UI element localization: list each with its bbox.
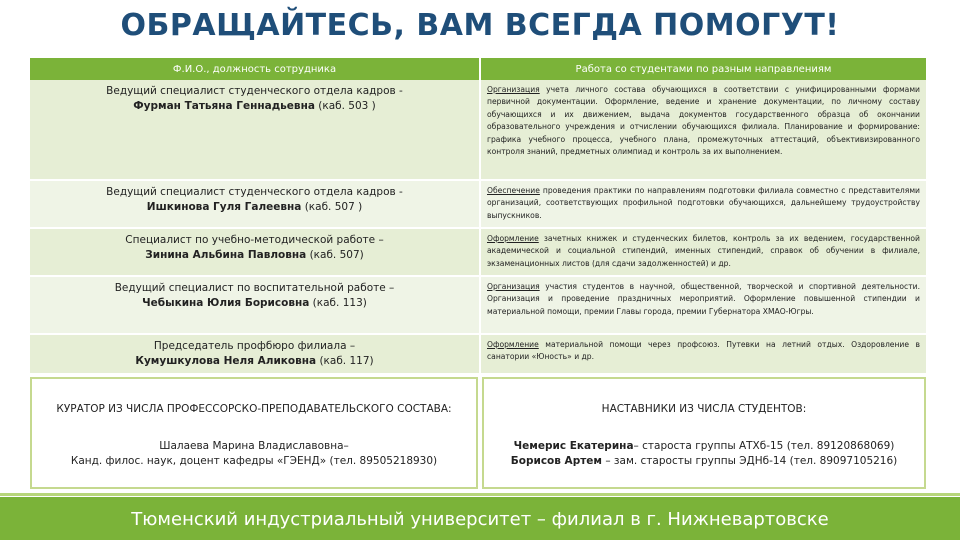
- staff-cell: [30, 180, 480, 228]
- curator-name-line: [32, 439, 476, 454]
- staff-name: Фурман Татьяна Геннадьевна: [133, 100, 315, 112]
- duty-text: зачетных книжек и студенческих билетов, контроль за их ведением, государственной академической и социальной стипендий, именных стипендий, справок об обучении в филиале, экзаменационных листов (для сдачи задолженностей) и др.: [487, 234, 920, 268]
- staff-cell: [30, 80, 480, 180]
- staff-position: Ведущий специалист по воспитательной работе –: [114, 282, 395, 294]
- mentors-panel: [482, 377, 926, 489]
- duty-cell: [480, 228, 926, 276]
- curator-panel: [30, 377, 478, 489]
- table-row: [30, 334, 926, 374]
- duty-cell: [480, 276, 926, 334]
- curator-name: Шалаева Марина Владиславовна: [159, 440, 344, 452]
- duty-cell: [480, 334, 926, 374]
- mentor-item: [484, 454, 924, 469]
- duty-lead: Организация: [487, 282, 540, 291]
- mentor-name: Борисов Артем: [510, 455, 602, 467]
- staff-name: Чебыкина Юлия Борисовна: [142, 297, 310, 309]
- staff-position: Ведущий специалист студенческого отдела кадров -: [106, 85, 403, 97]
- curator-name-suffix: –: [343, 440, 349, 452]
- staff-position: Специалист по учебно-методической работе –: [125, 234, 384, 246]
- duty-lead: Обеспечение: [487, 186, 540, 195]
- column-header-work: Работа со студентами по разным направлениям: [480, 58, 926, 80]
- mentor-info: – зам. старосты группы ЭДНб-14 (тел. 89097105216): [602, 455, 898, 467]
- duty-text: участия студентов в научной, общественной, творческой и спортивной деятельности. Организация и проведение праздничных мероприятий. Оформление повышенной стипендии и материальной помощи, премии Главы города, премии Губернатора ХМАО-Югры.: [487, 282, 920, 316]
- staff-room: (каб. 117): [316, 355, 374, 367]
- staff-cell: [30, 228, 480, 276]
- table-row: [30, 276, 926, 334]
- curator-heading: КУРАТОР ИЗ ЧИСЛА ПРОФЕССОРСКО-ПРЕПОДАВАТЕЛЬСКОГО СОСТАВА:: [56, 403, 452, 415]
- table-row: [30, 228, 926, 276]
- staff-room: (каб. 507 ): [301, 201, 363, 213]
- staff-room: (каб. 113): [309, 297, 367, 309]
- column-header-name: Ф.И.О., должность сотрудника: [30, 58, 480, 80]
- staff-room: (каб. 503 ): [314, 100, 376, 112]
- staff-cell: [30, 276, 480, 334]
- staff-room: (каб. 507): [306, 249, 364, 261]
- duty-text: проведения практики по направлениям подготовки филиала совместно с представителями организаций, соответствующих профильной подготовки обучающихся, дальнейшему трудоустройству выпускников.: [487, 186, 920, 220]
- duty-lead: Оформление: [487, 234, 539, 243]
- table-row: [30, 80, 926, 180]
- duty-text: учета личного состава обучающихся в соответствии с унифицированными формами первичной документации. Оформление, ведение и хранение документации, по личному составу обучающихся и их движением, выдача документов государственного образца об окончании образовательного учреждения и отчислении обучающихся филиала. Планирование и формирование: графика учебного процесса, учебного плана, промежуточных аттестаций, объективизированного контроля знаний, предметных олимпиад и контроль за их выполнением.: [487, 85, 920, 157]
- staff-name: Кумушкулова Неля Аликовна: [135, 355, 317, 367]
- duty-cell: [480, 180, 926, 228]
- staff-table: [30, 58, 926, 375]
- mentor-info: – староста группы АТХб-15 (тел. 89120868069): [633, 440, 895, 452]
- mentor-item: [484, 439, 924, 454]
- staff-position: Председатель профбюро филиала –: [153, 340, 356, 352]
- duty-lead: Оформление: [487, 340, 539, 349]
- table-row: [30, 180, 926, 228]
- duty-text: материальной помощи через профсоюз. Путевки на летний отдых. Оздоровление в санатории «Юность» и др.: [487, 340, 920, 362]
- staff-name: Зинина Альбина Павловна: [145, 249, 307, 261]
- staff-position: Ведущий специалист студенческого отдела кадров -: [106, 186, 403, 198]
- footer-banner: Тюменский индустриальный университет – филиал в г. Нижневартовске: [0, 497, 960, 540]
- mentor-name: Чемерис Екатерина: [513, 440, 634, 452]
- curator-details: Канд. филос. наук, доцент кафедры «ГЭЕНД» (тел. 89505218930): [70, 455, 438, 467]
- staff-cell: [30, 334, 480, 374]
- footer-divider: [0, 493, 960, 496]
- staff-name: Ишкинова Гуля Галеевна: [146, 201, 302, 213]
- table-header-row: [30, 58, 926, 80]
- page-title: ОБРАЩАЙТЕСЬ, ВАМ ВСЕГДА ПОМОГУТ!: [120, 8, 840, 43]
- mentors-heading: НАСТАВНИКИ ИЗ ЧИСЛА СТУДЕНТОВ:: [601, 403, 807, 415]
- duty-cell: [480, 80, 926, 180]
- duty-lead: Организация: [487, 85, 540, 94]
